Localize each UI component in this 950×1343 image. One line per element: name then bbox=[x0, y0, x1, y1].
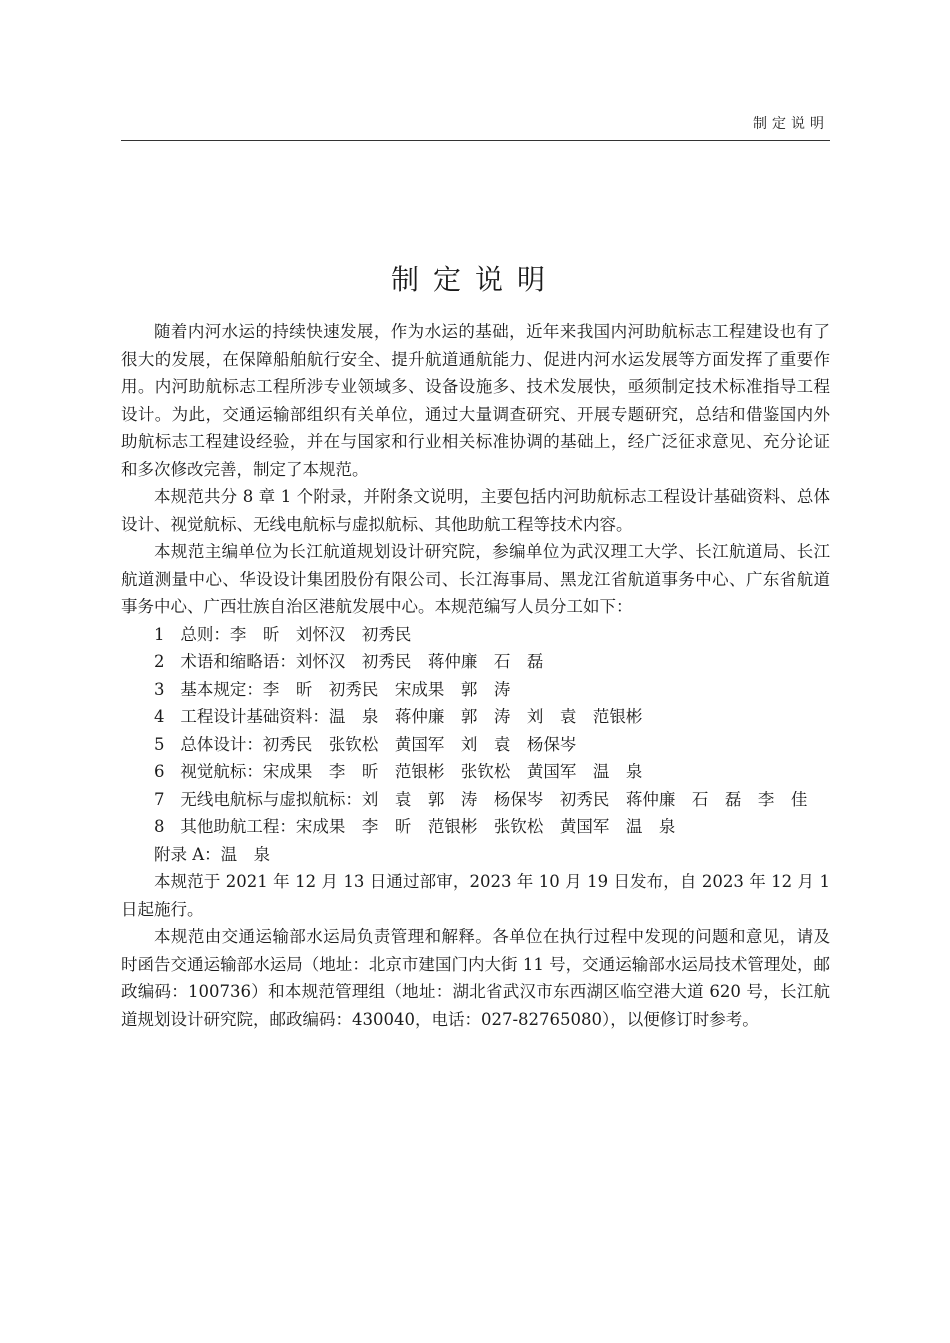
division-list-tail bbox=[121, 813, 830, 841]
division-list bbox=[121, 621, 830, 786]
running-header: 制定说明 bbox=[753, 116, 829, 132]
intro-paragraph: 随着内河水运的持续快速发展，作为水运的基础，近年来我国内河助航标志工程建设也有了很大的发展，在保障船舶航行安全、提升航道通航能力、促进内河水运发展等方面发挥了重要作用。内河助航标志工程所涉专业领域多、设备设施多、技术发展快，亟须制定技术标准指导工程设计。为此，交通运输部组织有关单位，通过大量调查研究、开展专题研究，总结和借鉴国内外助航标志工程建设经验，并在与国家和行业相关标准协调的基础上，经广泛征求意见、充分论证和多次修改完善，制定了本规范。 bbox=[121, 322, 830, 479]
division-item: 5 总体设计：初秀民 张钦松 黄国军 刘 袁 杨保岑 bbox=[154, 734, 577, 754]
division-item: 2 术语和缩略语：刘怀汉 初秀民 蒋仲廉 石 磊 bbox=[154, 652, 544, 671]
division-item-7: 7 无线电航标与虚拟航标： 刘 袁 郭 涛 杨保岑 初秀民 蒋仲廉 石 磊 李 佳 bbox=[154, 789, 808, 809]
units-paragraph: 本规范主编单位为长江航道规划设计研究院，参编单位为武汉理工大学、长江航道局、长江航道测量中心、华设设计集团股份有限公司、长江海事局、黑龙江省航道事务中心、广东省航道事务中心、广西壮族自治区港航发展中心。本规范编写人员分工如下： bbox=[121, 542, 830, 616]
management-paragraph: 本规范由交通运输部水运局负责管理和解释。各单位在执行过程中发现的问题和意见，请及时函告交通运输部水运局（地址：北京市建国门内大街 11 号，交通运输部水运局技术管理处，邮政编码：100736）和本规范管理组（地址：湖北省武汉市东西湖区临空港大道 620 号，长江航道规划设计研究院，邮政编码：430040，电话：027-82765080），以便修订时参考。 bbox=[121, 927, 830, 1029]
division-item: 8 其他助航工程：宋成果 李 昕 范银彬 张钦松 黄国军 温 泉 bbox=[154, 817, 676, 836]
division-item: 4 工程设计基础资料：温 泉 蒋仲廉 郭 涛 刘 袁 范银彬 bbox=[154, 707, 643, 726]
document-body bbox=[121, 318, 830, 1033]
division-item: 1 总则：李 昕 刘怀汉 初秀民 bbox=[154, 624, 412, 644]
division-item: 3 基本规定：李 昕 初秀民 宋成果 郭 涛 bbox=[154, 679, 511, 699]
page-title: 制定说明 bbox=[390, 263, 559, 296]
appendix-line: 附录 A：温 泉 bbox=[154, 844, 271, 864]
scope-paragraph: 本规范共分 8 章 1 个附录，并附条文说明，主要包括内河助航标志工程设计基础资料、总体设计、视觉航标、无线电航标与虚拟航标、其他助航工程等技术内容。 bbox=[121, 487, 830, 534]
division-item: 6 视觉航标：宋成果 李 昕 范银彬 张钦松 黄国军 温 泉 bbox=[154, 762, 643, 781]
effective-date-paragraph: 本规范于 2021 年 12 月 13 日通过部审，2023 年 10 月 19 日发布，自 2023 年 12 月 1 日起施行。 bbox=[121, 872, 830, 919]
header-rule bbox=[121, 140, 830, 141]
